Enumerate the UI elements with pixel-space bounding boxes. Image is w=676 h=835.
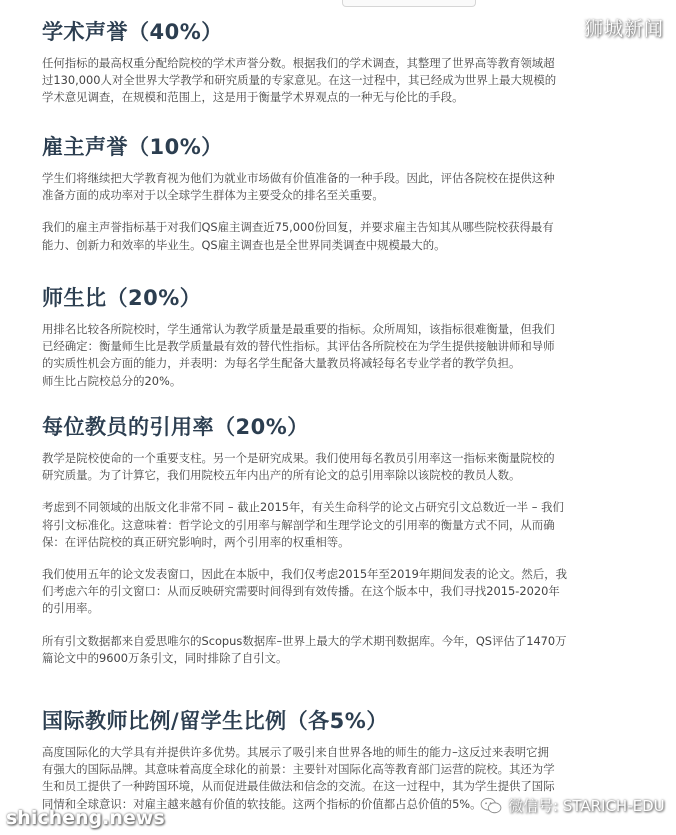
- section-heading: 学术声誉（40%）: [42, 20, 223, 44]
- section-heading: 雇主声誉（10%）: [42, 135, 223, 159]
- wechat-icon: [480, 797, 502, 815]
- section-heading: 每位教员的引用率（20%）: [42, 415, 309, 439]
- section-paragraph: 我们的雇主声誉指标基于对我们QS雇主调查近75,000份回复，并要求雇主告知其从哪些院校获得最有 能力、创新力和效率的毕业生。QS雇主调查也是全世界同类调查中规模最大的。: [42, 220, 554, 252]
- section-paragraph: 教学是院校使命的一个重要支柱。另一个是研究成果。我们使用每名教员引用率这一指标来衡量院校的 研究质量。为了计算它，我们用院校五年内出产的所有论文的总引用率除以该院校的教员人数。: [42, 451, 555, 483]
- section-heading: 国际教师比例/留学生比例（各5%）: [42, 709, 388, 733]
- section-citations-per-faculty: [42, 413, 638, 667]
- wechat-watermark: [480, 795, 665, 816]
- section-paragraph: 我们使用五年的论文发表窗口，因此在本版中，我们仅考虑2015年至2019年期间发表的论文。然后，我 们考虑六年的引文窗口：从而反映研究需要时间得到有效传播。在这个版本中，我们寻找2015-2020年 的引用率。: [42, 567, 567, 616]
- top-tab-edge: [342, 0, 476, 7]
- wechat-id-text: 微信号: STARICH-EDU: [508, 797, 665, 815]
- section-paragraph: 所有引文数据都来自爱思唯尔的Scopus数据库–世界上最大的学术期刊数据库。今年，QS评估了1470万 篇论文中的9600万条引文，同时排除了自引文。: [42, 633, 567, 665]
- section-paragraph: 高度国际化的大学具有并提供许多优势。其展示了吸引来自世界各地的师生的能力–这反过来表明它拥 有强大的国际品牌。其意味着高度全球化的前景：主要针对国际化高等教育部门运营的院校。其还为学 生和员工提供了一种跨国环境，从而促进最佳做法和信念的交流。在这一过程中，其为学生提供了国际 同情和全球意识：对雇主越来越有价值的软技能。这两个指标的价值都占总价值的5%。: [42, 745, 555, 811]
- section-faculty-student-ratio: [42, 284, 638, 390]
- section-paragraph: 学生们将继续把大学教育视为他们为就业市场做有价值准备的一种手段。因此，评估各院校在提供这种 准备方面的成功率对于以全球学生群体为主要受众的排名至关重要。: [42, 171, 555, 203]
- section-heading: 师生比（20%）: [42, 286, 202, 310]
- corner-watermark-logo: 狮城新闻: [583, 18, 664, 40]
- section-paragraph: 考虑到不同领域的出版文化非常不同 – 截止2015年，有关生命科学的论文占研究引文总数近一半 – 我们 将引文标准化。这意味着：哲学论文的引用率与解剖学和生理学论文的引用率的衡量方式不同，从而确 保：在评估院校的真正研究影响时，两个引用率的权重相等。: [42, 500, 564, 549]
- section-academic-reputation: [42, 18, 638, 107]
- section-paragraph: 用排名比较各所院校时，学生通常认为教学质量是最重要的指标。众所周知，该指标很难衡量，但我们 已经确定：衡量师生比是教学质量最有效的替代性指标。其评估各所院校在为学生提供接触讲师和导师 的实质性机会方面的能力，并表明：为每名学生配备大量教员将减轻每名专业学者的教学负担。 师生比占院校总分的20%。: [42, 322, 555, 388]
- site-watermark: shicheng.news: [6, 807, 165, 829]
- section-paragraph: 任何指标的最高权重分配给院校的学术声誉分数。根据我们的学术调查，其整理了世界高等教育领域超 过130,000人对全世界大学教学和研究质量的专家意见。在这一过程中，其已经成为世界上最大规模的 学术意见调查，在规模和范围上，这是用于衡量学术界观点的一种无与伦比的手段。: [42, 56, 557, 105]
- section-employer-reputation: [42, 133, 638, 254]
